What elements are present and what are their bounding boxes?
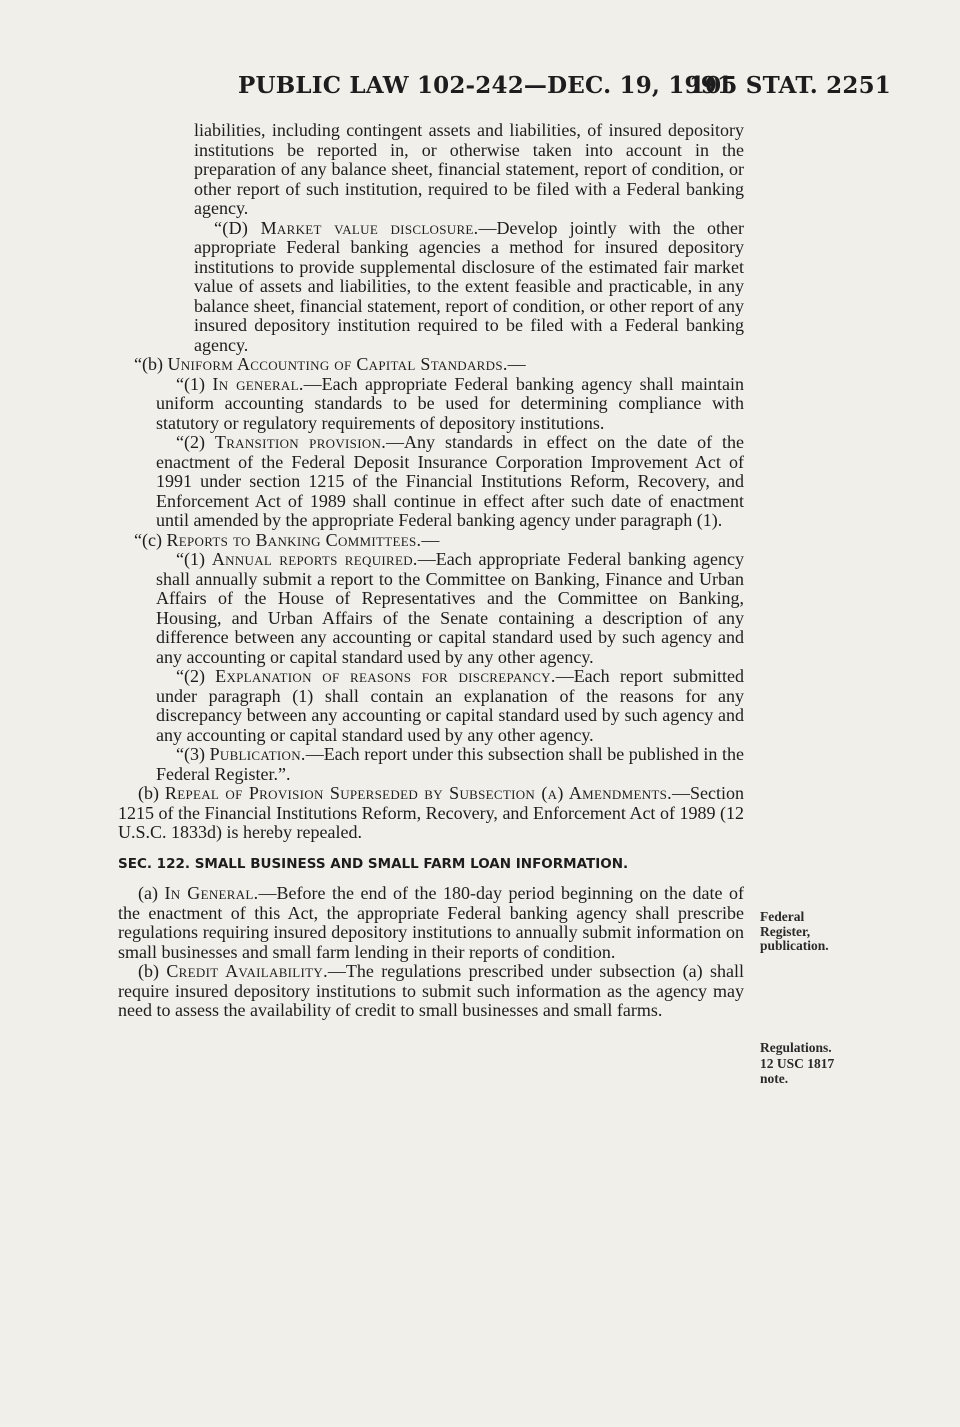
paragraph-b1 bbox=[156, 375, 744, 434]
paragraph-b1-label: “(1) bbox=[176, 373, 213, 394]
paragraph-market-value-text: —Develop jointly with the other appropriate Federal banking agencies a method for insured depository institutions to provide supplemental disclosure of the estimated fair market value of assets and liabilities, to the extent feasible and practicable, in any balance sheet, financial statement, report of condition, or other report of any insured depository institution required to be filed with a Federal banking agency. bbox=[194, 217, 744, 355]
paragraph-b1-text: —Each appropriate Federal banking agency shall maintain uniform accounting standards to be used for determining compliance with statutory or regulatory requirements of depository institutions. bbox=[156, 373, 745, 433]
paragraph-section-a-label: (a) bbox=[138, 883, 165, 903]
subsection-c-dash: — bbox=[421, 529, 440, 550]
paragraph-c1-text: —Each appropriate Federal banking agency shall annually submit a report to the Committee on Banking, Finance and Urban Affairs of the House of Representatives and the Committee on Banking, Housing, and Urban Affairs of the Senate containing a description of any difference between any accounting or capital standard used by such agency and any accounting or capital standard used by any other agency. bbox=[156, 549, 744, 667]
paragraph-repeal bbox=[118, 784, 744, 843]
paragraph-section-a bbox=[118, 884, 744, 962]
paragraph-repeal-label: (b) bbox=[138, 783, 165, 803]
page-header bbox=[0, 72, 960, 106]
subsection-c-label: “(c) bbox=[134, 529, 167, 550]
paragraph-c2-heading: Explanation of reasons for discrepancy. bbox=[215, 666, 556, 686]
margin-note-regulations: Regulations. bbox=[760, 1040, 832, 1055]
paragraph-c2-text: —Each report submitted under paragraph (1) shall contain an explanation of the reasons for any discrepancy between any accounting or capital standard used by such agency and any accounting or capital standard used by any other agency. bbox=[156, 666, 745, 745]
paragraph-c3-text: —Each report under this subsection shall be published in the Federal Register.”. bbox=[156, 744, 744, 784]
paragraph-repeal-heading: Repeal of Provision Superseded by Subsection (a) Amendments. bbox=[164, 783, 672, 803]
paragraph-repeal-text: —Section 1215 of the Financial Institutions Reform, Recovery, and Enforcement Act of 1989 (12 U.S.C. 1833d) is hereby repealed. bbox=[118, 783, 744, 842]
paragraph-c2 bbox=[156, 667, 744, 745]
subsection-b-label: “(b) bbox=[134, 354, 168, 374]
subsection-b-heading bbox=[118, 355, 744, 375]
document-body bbox=[118, 121, 744, 1021]
paragraph-section-a-text: —Before the end of the 180-day period beginning on the date of the enactment of this Act, the appropriate Federal banking agency shall prescribe regulations requiring insured depository institutions to annually submit information on small businesses and small farm lending in their reports of condition. bbox=[118, 883, 744, 962]
subsection-b-title: Uniform Accounting of Capital Standards. bbox=[167, 354, 508, 374]
page-header-stat: 105 STAT. 2251 bbox=[688, 72, 891, 99]
paragraph-section-a-heading: In General. bbox=[164, 883, 259, 903]
paragraph-b1-heading: In general. bbox=[212, 373, 304, 394]
subsection-b-dash: — bbox=[507, 354, 526, 374]
paragraph-section-b-heading: Credit Availability. bbox=[166, 961, 328, 981]
paragraph-b2-text: —Any standards in effect on the date of the enactment of the Federal Deposit Insurance Corporation Improvement Act of 1991 under section 1215 of the Financial Institutions Reform, Recovery, and Enforcement Act of 1989 shall continue in effect after such date of enactment until amended by the appropriate Federal banking agency under paragraph (1). bbox=[156, 432, 744, 530]
subsection-c-heading bbox=[118, 531, 744, 551]
page-header-title: PUBLIC LAW 102-242—DEC. 19, 1991 bbox=[238, 72, 734, 99]
paragraph-c1-label: “(1) bbox=[176, 549, 212, 569]
paragraph-market-value-heading: “(D) Market value disclosure. bbox=[214, 217, 479, 238]
paragraph-section-b-label: (b) bbox=[138, 961, 167, 981]
paragraph-c3-label: “(3) bbox=[176, 744, 210, 764]
paragraph-c3 bbox=[156, 745, 744, 784]
paragraph-b2-label: “(2) bbox=[176, 432, 215, 452]
section-122-heading: SEC. 122. SMALL BUSINESS AND SMALL FARM LOAN INFORMATION. bbox=[118, 855, 629, 872]
paragraph-c2-label: “(2) bbox=[176, 666, 216, 686]
paragraph-b2 bbox=[156, 433, 744, 531]
margin-note-usc: 12 USC 1817 note. bbox=[760, 1056, 835, 1086]
paragraph-section-b-text: —The regulations prescribed under subsection (a) shall require insured depository institutions to submit such information as the agency may need to assess the availability of credit to small businesses and small farms. bbox=[118, 961, 745, 1020]
paragraph-section-b bbox=[118, 962, 744, 1021]
paragraph-c1-heading: Annual reports required. bbox=[211, 549, 418, 569]
margin-note-federal-register: Federal Register, publication. bbox=[760, 909, 829, 953]
subsection-c-title: Reports to Banking Committees. bbox=[166, 529, 422, 550]
paragraph-c3-heading: Publication. bbox=[209, 744, 306, 764]
paragraph-c1 bbox=[156, 550, 744, 667]
paragraph-liabilities: liabilities, including contingent assets and liabilities, of insured depository institutions be reported in, or otherwise taken into account in the preparation of any balance sheet, financial statement, report of condition, or other report of such institution, required to be filed with a Federal banking agency. bbox=[194, 120, 744, 218]
paragraph-b2-heading: Transition provision. bbox=[214, 432, 387, 452]
paragraph-market-value bbox=[194, 219, 744, 356]
